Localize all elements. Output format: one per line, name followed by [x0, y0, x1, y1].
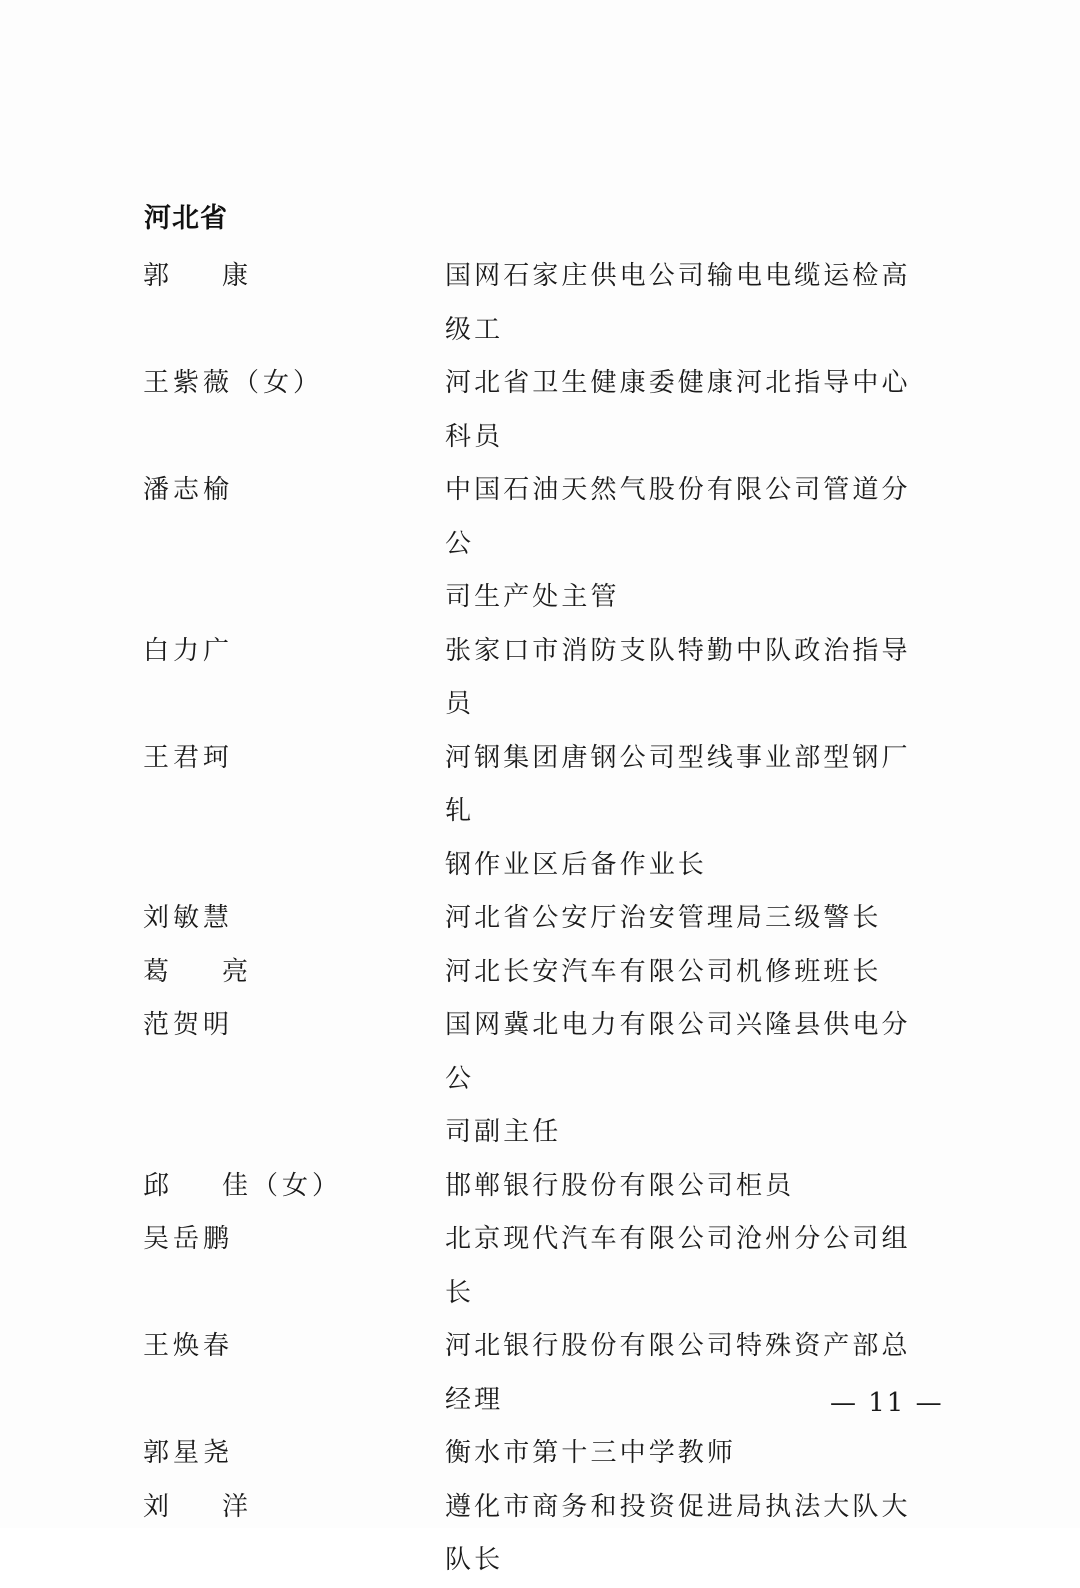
list-item	[0, 1213, 1080, 1320]
list-item	[0, 1427, 1080, 1481]
section-title: 河北省	[144, 203, 228, 234]
page-number: — 11 —	[830, 1388, 944, 1418]
list-item	[0, 892, 1080, 946]
list-item	[0, 250, 1080, 357]
list-item	[0, 732, 1080, 893]
person-position: 河北长安汽车有限公司机修班班长	[445, 956, 882, 987]
person-name: 郭 康	[143, 261, 253, 291]
person-name: 白力广	[143, 635, 234, 666]
person-name: 王焕春	[143, 1331, 234, 1361]
list-item	[0, 357, 1080, 464]
person-position: 中国石油天然气股份有限公司管道分公 司生产处主管	[445, 475, 911, 612]
person-position: 邯郸银行股份有限公司柜员	[445, 1170, 795, 1201]
person-name: 王紫薇（女）	[143, 368, 324, 398]
person-name: 吴岳鹏	[143, 1224, 234, 1254]
person-position: 张家口市消防支队特勤中队政治指导员	[445, 635, 911, 719]
list-item	[0, 999, 1080, 1160]
person-position: 遵化市商务和投资促进局执法大队大 队长	[445, 1491, 911, 1575]
list-item	[0, 1481, 1080, 1588]
person-name: 邱 佳（女）	[143, 1170, 343, 1201]
person-name: 王君珂	[143, 742, 234, 773]
person-name: 刘敏慧	[143, 903, 234, 933]
person-position: 河北省公安厅治安管理局三级警长	[445, 903, 882, 933]
list-item	[0, 946, 1080, 1000]
list-item	[0, 464, 1080, 625]
person-position: 河北省卫生健康委健康河北指导中心 科员	[445, 368, 911, 452]
person-name: 葛 亮	[143, 956, 253, 987]
person-position: 河北银行股份有限公司特殊资产部总 经理	[445, 1331, 911, 1415]
person-position: 国网冀北电力有限公司兴隆县供电分公 司副主任	[445, 1010, 911, 1147]
person-name: 郭星尧	[143, 1438, 234, 1468]
person-position: 衡水市第十三中学教师	[445, 1438, 737, 1468]
person-name: 范贺明	[143, 1010, 234, 1040]
list-item	[0, 625, 1080, 732]
person-position: 北京现代汽车有限公司沧州分公司组长	[445, 1224, 911, 1308]
honoree-list	[0, 250, 1080, 1588]
person-position: 河钢集团唐钢公司型线事业部型钢厂轧 钢作业区后备作业长	[445, 742, 911, 880]
list-item	[0, 1160, 1080, 1214]
person-name: 潘志榆	[143, 475, 234, 505]
person-name: 刘 洋	[143, 1491, 253, 1522]
person-position: 国网石家庄供电公司输电电缆运检高 级工	[445, 261, 911, 345]
